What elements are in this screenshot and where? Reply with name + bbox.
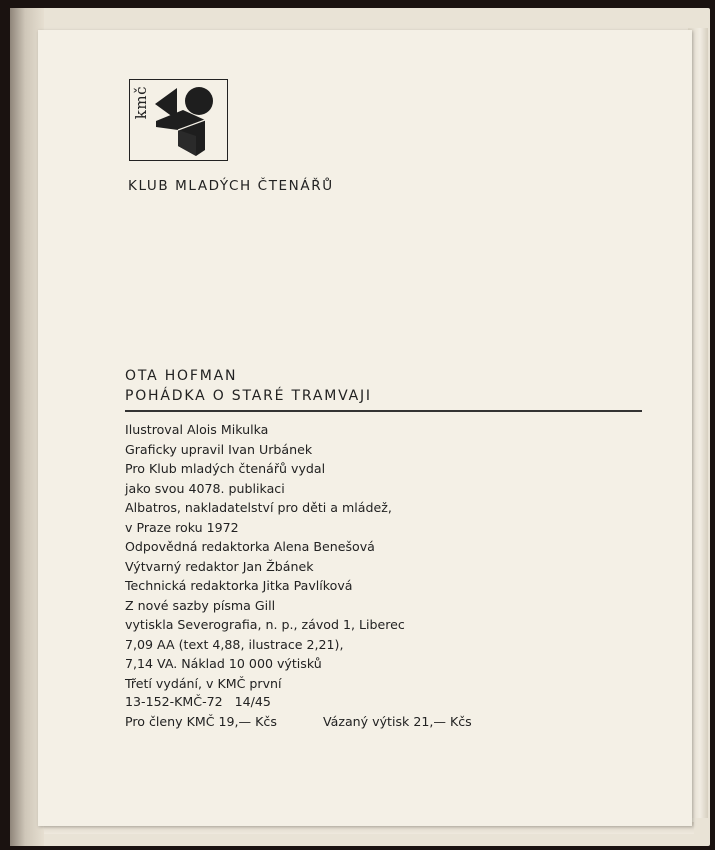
catalog-number: 13-152-KMČ-72 14/45 bbox=[125, 694, 271, 709]
colophon-line: v Praze roku 1972 bbox=[125, 519, 239, 535]
divider-rule bbox=[125, 410, 642, 412]
colophon-line: 7,09 AA (text 4,88, ilustrace 2,21), bbox=[125, 636, 344, 652]
logo-text: kmč bbox=[132, 86, 150, 120]
series-name: KLUB MLADÝCH ČTENÁŘŮ bbox=[128, 178, 334, 194]
colophon-line: 7,14 VA. Náklad 10 000 výtisků bbox=[125, 656, 322, 671]
book-author: OTA HOFMAN bbox=[125, 368, 238, 384]
colophon-line: Pro Klub mladých čtenářů vydal bbox=[125, 461, 326, 476]
colophon-line: vytiskla Severografia, n. p., závod 1, Liberec bbox=[125, 617, 405, 632]
colophon-line: jako svou 4078. publikaci bbox=[125, 480, 285, 496]
colophon-line: Albatros, nakladatelství pro děti a mládež, bbox=[125, 500, 392, 515]
price-bound: Vázaný výtisk 21,— Kčs bbox=[323, 714, 472, 729]
colophon-line: Z nové sazby písma Gill bbox=[125, 597, 276, 613]
colophon-line: Graficky upravil Ivan Urbánek bbox=[125, 441, 313, 457]
price-members: Pro členy KMČ 19,— Kčs bbox=[125, 714, 277, 729]
colophon-text bbox=[125, 420, 645, 693]
colophon-line: Ilustroval Alois Mikulka bbox=[125, 422, 269, 437]
colophon-line: Technická redaktorka Jitka Pavlíková bbox=[125, 578, 353, 593]
colophon-line: Odpovědná redaktorka Alena Benešová bbox=[125, 539, 375, 554]
book-title: POHÁDKA O STARÉ TRAMVAJI bbox=[125, 388, 372, 404]
colophon-line: Třetí vydání, v KMČ první bbox=[125, 675, 282, 691]
colophon-line: Výtvarný redaktor Jan Žbánek bbox=[125, 558, 314, 574]
